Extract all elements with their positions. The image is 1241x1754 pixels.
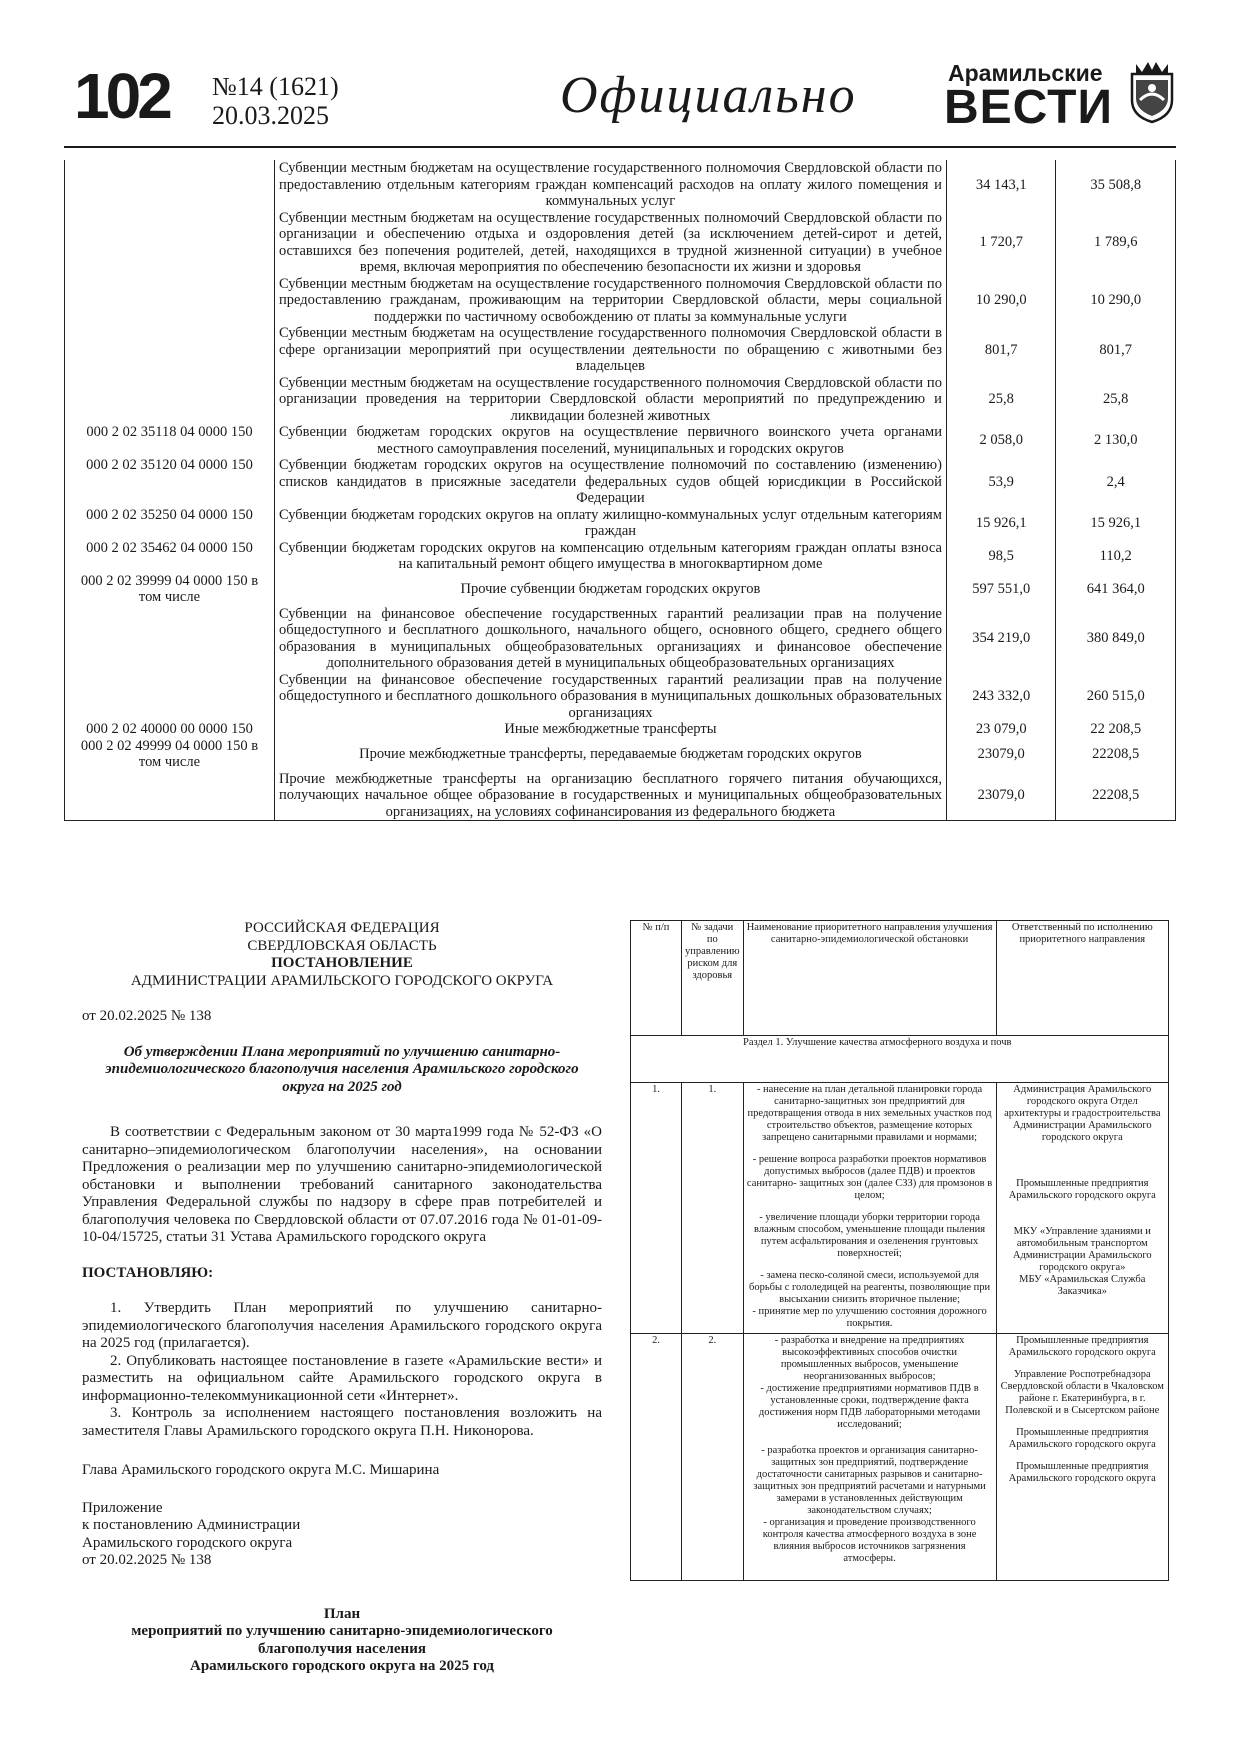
row-number: 2. xyxy=(631,1334,682,1581)
plan-table-header xyxy=(631,921,1169,1036)
value-year-2: 22208,5 xyxy=(1056,738,1176,771)
action-item: - увеличение площади уборки территории города влажным способом, уменьшение площади пыления путем асфальтирования и озеленения грунтовых поверхностей; xyxy=(754,1212,986,1259)
appendix-line: Арамильского городского округа xyxy=(82,1534,293,1551)
table-row xyxy=(631,1083,1169,1334)
budget-item-name: Субвенции местным бюджетам на осуществление государственных полномочий Свердловской области по организации и обеспечению отдыха и оздоровления детей (за исключением детей-сирот и детей, оставшихся без попечения родителей, детей, находящихся в трудной жизненной ситуации) в учебное время, включая мероприятия по обеспечению безопасности их жизни и здоровья xyxy=(274,210,946,276)
table-row xyxy=(65,573,1176,606)
value-year-1: 23079,0 xyxy=(946,771,1055,821)
table-row xyxy=(631,1334,1169,1581)
decree-point-2: 2. Опубликовать настоящее постановление в газете «Арамильские вести» и разместить на официальном сайте Арамильского городского округа в информационно-телекоммуникационной сети «Интернет». xyxy=(82,1352,602,1404)
table-row xyxy=(65,540,1176,573)
budget-code: 000 2 02 39999 04 0000 150 в том числе xyxy=(65,573,275,606)
brand-bottom: ВЕСТИ xyxy=(944,81,1113,134)
issue-number: №14 (1621) xyxy=(212,72,339,101)
task-number: 2. xyxy=(682,1334,744,1581)
header-cell: № п/п xyxy=(631,921,682,1036)
budget-item-name: Субвенции бюджетам городских округов на оплату жилищно-коммунальных услуг отдельным категориям граждан xyxy=(274,507,946,540)
value-year-2: 641 364,0 xyxy=(1056,573,1176,606)
budget-table xyxy=(64,160,1176,821)
budget-item-name: Субвенции на финансовое обеспечение государственных гарантий реализации прав на получение общедоступного и бесплатного дошкольного образования в муниципальных дошкольных образовательных организациях xyxy=(274,672,946,722)
decree-region: СВЕРДЛОВСКАЯ ОБЛАСТЬ xyxy=(247,937,437,954)
table-row xyxy=(65,738,1176,771)
budget-code: 000 2 02 35250 04 0000 150 xyxy=(65,507,275,540)
table-row xyxy=(65,424,1176,457)
table-row xyxy=(65,276,1176,326)
budget-item-name: Прочие субвенции бюджетам городских округов xyxy=(274,573,946,606)
budget-code: 000 2 02 40000 00 0000 150 xyxy=(65,721,275,738)
budget-code xyxy=(65,375,275,425)
header-cell: Ответственный по исполнению приоритетного направления xyxy=(996,921,1168,1036)
plan-title-line: Арамильского городского округа на 2025 год xyxy=(190,1658,494,1674)
budget-code xyxy=(65,771,275,821)
responsible-item: МКУ «Управление зданиями и автомобильным транспортом Администрации Арамильского городского округа» xyxy=(1012,1226,1152,1273)
appendix-note xyxy=(82,1500,602,1570)
responsible-item: Промышленные предприятия Арамильского городского округа xyxy=(1008,1461,1156,1484)
table-row xyxy=(65,325,1176,375)
decree-authority: АДМИНИСТРАЦИИ АРАМИЛЬСКОГО ГОРОДСКОГО ОКРУГА xyxy=(130,972,554,989)
value-year-1: 2 058,0 xyxy=(946,424,1055,457)
plan-title-line: мероприятий по улучшению санитарно-эпидемиологического xyxy=(131,1623,553,1639)
value-year-2: 10 290,0 xyxy=(1056,276,1176,326)
action-item: - разработка проектов и организация санитарно-защитных зон предприятий, подтверждение достаточности санитарных разрывов и санитарно-защитных зон предприятий расчетами и натурными замерами в установленных действующим законодательством случаях; xyxy=(753,1445,986,1516)
plan-title-line: План xyxy=(323,1605,361,1622)
table-row xyxy=(65,160,1176,210)
plan-title-line: благополучия населения xyxy=(258,1640,426,1657)
budget-code xyxy=(65,160,275,210)
responsible-cell xyxy=(996,1083,1168,1334)
value-year-1: 1 720,7 xyxy=(946,210,1055,276)
table-row xyxy=(65,606,1176,672)
value-year-1: 98,5 xyxy=(946,540,1055,573)
budget-code xyxy=(65,606,275,672)
value-year-2: 110,2 xyxy=(1056,540,1176,573)
budget-item-name: Субвенции местным бюджетам на осуществление государственного полномочия Свердловской области по предоставлению отдельным категориям граждан компенсаций расходов на оплату жилого помещения и коммунальных услуг xyxy=(274,160,946,210)
budget-item-name: Субвенции бюджетам городских округов на компенсацию отдельным категориям граждан оплаты взноса на капитальный ремонт общего имущества в многоквартирном доме xyxy=(274,540,946,573)
decree-title: Об утверждении Плана мероприятий по улучшению санитарно-эпидемиологического благополучия населения Арамильского городского округа на 2025 год xyxy=(105,1043,579,1095)
responsible-item: Администрация Арамильского городского округа Отдел архитектуры и градостроительства Администрации Арамильского городского округа xyxy=(1004,1084,1161,1143)
value-year-1: 354 219,0 xyxy=(946,606,1055,672)
budget-code: 000 2 02 35118 04 0000 150 xyxy=(65,424,275,457)
responsible-item: Промышленные предприятия Арамильского городского округа xyxy=(1008,1335,1156,1358)
page-header xyxy=(0,0,1241,150)
appendix-line: к постановлению Администрации xyxy=(82,1517,301,1533)
action-item: - нанесение на план детальной планировки города санитарно-защитных зон предприятий для предотвращения отвода в них земельных участков под строительство объектов, размещение которых запрещено санитарными правилами и нормами; xyxy=(747,1084,992,1143)
value-year-1: 243 332,0 xyxy=(946,672,1055,722)
page-number: 102 xyxy=(74,60,169,132)
decree-point-1: 1. Утвердить План мероприятий по улучшению санитарно-эпидемиологического благополучия населения Арамильского городского округа на 2025 год (прилагается). xyxy=(82,1300,602,1351)
value-year-2: 260 515,0 xyxy=(1056,672,1176,722)
budget-code: 000 2 02 35120 04 0000 150 xyxy=(65,457,275,507)
action-item: - решение вопроса разработки проектов нормативов допустимых выбросов (далее ПДВ) и проектов санитарно- защитных зон (далее СЗЗ) для промзонов в целом; xyxy=(746,1154,993,1201)
responsible-item: Промышленные предприятия Арамильского городского округа xyxy=(1008,1178,1156,1201)
budget-item-name: Прочие межбюджетные трансферты на организацию бесплатного горячего питания обучающихся, получающих начальное общее образование в государственных и муниципальных общеобразовательных организациях, на условиях софинансирования из федерального бюджета xyxy=(274,771,946,821)
table-row xyxy=(65,457,1176,507)
decree-preamble: В соответствии с Федеральным законом от 30 марта1999 года № 52-ФЗ «О санитарно–эпидемиологическом благополучии населения», на основании Предложения о реализации мер по улучшению санитарно-эпидемиологической обстановки и выполнении требований санитарного законодательства Управления Федеральной службы по надзору в сфере прав потребителей и благополучия человека по Свердловской области от 07.07.2016 года № 01-01-09-10-04/15725, статьи 31 Устава Арамильского городского округа xyxy=(82,1124,602,1245)
table-row xyxy=(65,771,1176,821)
decree-country: РОССИЙСКАЯ ФЕДЕРАЦИЯ xyxy=(244,920,440,936)
value-year-2: 22 208,5 xyxy=(1056,721,1176,738)
value-year-1: 23079,0 xyxy=(946,738,1055,771)
table-row xyxy=(65,375,1176,425)
row-number: 1. xyxy=(631,1083,682,1334)
decree-date: от 20.02.2025 № 138 xyxy=(82,1008,212,1024)
section-row xyxy=(631,1036,1169,1083)
value-year-1: 23 079,0 xyxy=(946,721,1055,738)
table-row xyxy=(65,507,1176,540)
value-year-2: 25,8 xyxy=(1056,375,1176,425)
value-year-2: 1 789,6 xyxy=(1056,210,1176,276)
budget-item-name: Субвенции бюджетам городских округов на осуществление первичного воинского учета органами местного самоуправления поселений, муниципальных и городских округов xyxy=(274,424,946,457)
budget-item-name: Субвенции местным бюджетам на осуществление государственного полномочия Свердловской области в сфере организации мероприятий при осуществлении деятельности по обращению с животными без владельцев xyxy=(274,325,946,375)
value-year-2: 22208,5 xyxy=(1056,771,1176,821)
value-year-2: 801,7 xyxy=(1056,325,1176,375)
value-year-1: 15 926,1 xyxy=(946,507,1055,540)
responsible-cell xyxy=(996,1334,1168,1581)
brand-top: Арамильские xyxy=(948,60,1103,86)
table-row xyxy=(65,721,1176,738)
value-year-1: 34 143,1 xyxy=(946,160,1055,210)
responsible-item: МБУ «Арамильская Служба Заказчика» xyxy=(1019,1274,1146,1297)
responsible-item: Промышленные предприятия Арамильского городского округа xyxy=(1008,1427,1156,1450)
action-item: - организация и проведение производственного контроля качества атмосферного воздуха в зоне влияния выбросов источников загрязнения атмосферы. xyxy=(762,1517,977,1564)
action-item: - принятие мер по улучшению состояния дорожного покрытия. xyxy=(752,1306,987,1329)
value-year-1: 597 551,0 xyxy=(946,573,1055,606)
decree-resolve: ПОСТАНОВЛЯЮ: xyxy=(82,1264,214,1281)
appendix-line: от 20.02.2025 № 138 xyxy=(82,1552,212,1568)
value-year-2: 15 926,1 xyxy=(1056,507,1176,540)
decree-type: ПОСТАНОВЛЕНИЕ xyxy=(271,955,413,971)
responsible-item: Управление Роспотребнадзора Свердловской области в Чкаловском районе г. Екатеринбурга, в г. Полевской и в Сысертском районе xyxy=(1000,1369,1164,1416)
budget-item-name: Субвенции местным бюджетам на осуществление государственного полномочия Свердловской области по предоставлению гражданам, проживающим на территории Свердловской области, меры социальной поддержки по частичному освобождению от платы за коммунальные услуги xyxy=(274,276,946,326)
budget-code xyxy=(65,325,275,375)
crest-icon xyxy=(1128,60,1176,124)
value-year-1: 53,9 xyxy=(946,457,1055,507)
plan-title xyxy=(82,1606,602,1676)
budget-item-name: Прочие межбюджетные трансферты, передаваемые бюджетам городских округов xyxy=(274,738,946,771)
decree-point-3: 3. Контроль за исполнением настоящего постановления возложить на заместителя Главы Арамильского городского округа П.Н. Никонорова. xyxy=(82,1405,602,1439)
value-year-1: 10 290,0 xyxy=(946,276,1055,326)
action-item: - достижение предприятиями нормативов ПДВ в установленные сроки, подтверждение факта достижения норм ПДВ лабораторными методами исследований; xyxy=(758,1383,981,1430)
budget-code xyxy=(65,672,275,722)
decree xyxy=(82,920,602,1676)
value-year-1: 25,8 xyxy=(946,375,1055,425)
action-item: - замена песко-соляной смеси, используемой для борьбы с гололедицей на реагенты, позволяющие при высыхании снизить вторичное пыление; xyxy=(749,1270,991,1305)
value-year-2: 2 130,0 xyxy=(1056,424,1176,457)
issue-info xyxy=(212,72,339,130)
section-title: Официально xyxy=(560,67,857,124)
budget-code xyxy=(65,210,275,276)
table-row xyxy=(65,210,1176,276)
decree-signature: Глава Арамильского городского округа М.С. Мишарина xyxy=(82,1462,440,1478)
action-item: - разработка и внедрение на предприятиях высокоэффективных способов очистки промышленных выбросов, уменьшение неорганизованных выбросов; xyxy=(774,1335,965,1382)
plan-table xyxy=(630,920,1169,1581)
budget-code: 000 2 02 49999 04 0000 150 в том числе xyxy=(65,738,275,771)
budget-item-name: Субвенции бюджетам городских округов на осуществление полномочий по составлению (изменению) списков кандидатов в присяжные заседатели федеральных судов общей юрисдикции в Российской Федерации xyxy=(274,457,946,507)
header-cell: № задачи по управлению риском для здоровья xyxy=(682,921,744,1036)
appendix-line: Приложение xyxy=(82,1499,163,1516)
budget-code xyxy=(65,276,275,326)
value-year-2: 35 508,8 xyxy=(1056,160,1176,210)
budget-item-name: Иные межбюджетные трансферты xyxy=(274,721,946,738)
task-number: 1. xyxy=(682,1083,744,1334)
value-year-2: 380 849,0 xyxy=(1056,606,1176,672)
issue-date: 20.03.2025 xyxy=(212,101,329,130)
value-year-2: 2,4 xyxy=(1056,457,1176,507)
actions-cell xyxy=(743,1334,996,1581)
header-cell: Наименование приоритетного направления улучшения санитарно-эпидемиологической обстановки xyxy=(743,921,996,1036)
section-title: Раздел 1. Улучшение качества атмосферного воздуха и почв xyxy=(631,1036,1169,1083)
table-row xyxy=(65,672,1176,722)
actions-cell xyxy=(743,1083,996,1334)
budget-item-name: Субвенции местным бюджетам на осуществление государственного полномочия Свердловской области по организации проведения на территории Свердловской области мероприятий по предупреждению и ликвидации болезней животных xyxy=(274,375,946,425)
budget-code: 000 2 02 35462 04 0000 150 xyxy=(65,540,275,573)
budget-item-name: Субвенции на финансовое обеспечение государственных гарантий реализации прав на получение общедоступного и бесплатного дошкольного, начального общего, основного общего, среднего общего образования в муниципальных общеобразовательных организациях и финансовое обеспечение дополнительного образования детей в муниципальных общеобразовательных организациях xyxy=(274,606,946,672)
value-year-1: 801,7 xyxy=(946,325,1055,375)
header-rule xyxy=(64,146,1176,148)
